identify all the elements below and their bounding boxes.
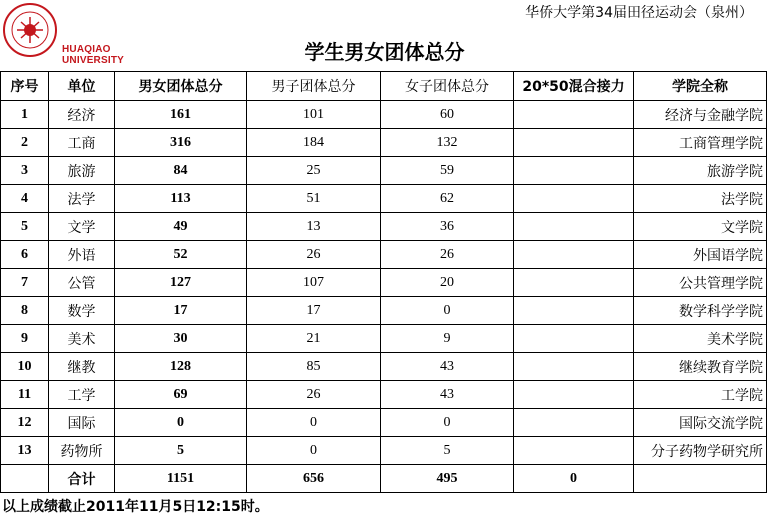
- row-unit: 经济: [49, 101, 115, 129]
- row-relay: [514, 409, 634, 437]
- row-full-name: 文学院: [634, 213, 767, 241]
- table-row: [1, 213, 767, 241]
- row-men: 26: [247, 241, 381, 269]
- row-total: 5: [115, 437, 247, 465]
- row-full-name: 旅游学院: [634, 157, 767, 185]
- page-title: 学生男女团体总分: [304, 40, 465, 64]
- row-women: 43: [381, 353, 514, 381]
- row-no: 4: [1, 185, 49, 213]
- totals-label: 合计: [49, 465, 115, 493]
- row-men: 101: [247, 101, 381, 129]
- row-unit: 数学: [49, 297, 115, 325]
- logo-english-name: HUAQIAO UNIVERSITY: [62, 44, 125, 66]
- row-men: 26: [247, 381, 381, 409]
- row-total: 69: [115, 381, 247, 409]
- row-full-name: 法学院: [634, 185, 767, 213]
- row-relay: [514, 381, 634, 409]
- row-no: 12: [1, 409, 49, 437]
- col-header-women: 女子团体总分: [381, 72, 514, 101]
- row-men: 0: [247, 409, 381, 437]
- row-relay: [514, 437, 634, 465]
- row-women: 26: [381, 241, 514, 269]
- col-header-men: 男子团体总分: [247, 72, 381, 101]
- row-no: 10: [1, 353, 49, 381]
- row-total: 128: [115, 353, 247, 381]
- table-row: [1, 101, 767, 129]
- row-total: 0: [115, 409, 247, 437]
- row-men: 51: [247, 185, 381, 213]
- row-women: 43: [381, 381, 514, 409]
- row-total: 52: [115, 241, 247, 269]
- table-header-row: [1, 72, 767, 101]
- row-unit: 旅游: [49, 157, 115, 185]
- row-full-name: 继续教育学院: [634, 353, 767, 381]
- row-no: 5: [1, 213, 49, 241]
- table-row: [1, 269, 767, 297]
- row-relay: [514, 269, 634, 297]
- row-unit: 法学: [49, 185, 115, 213]
- row-total: 316: [115, 129, 247, 157]
- col-header-unit: 单位: [49, 72, 115, 101]
- row-relay: [514, 353, 634, 381]
- row-total: 84: [115, 157, 247, 185]
- row-relay: [514, 213, 634, 241]
- col-header-total: 男女团体总分: [115, 72, 247, 101]
- totals-men: 656: [247, 465, 381, 493]
- col-header-full-name: 学院全称: [634, 72, 767, 101]
- table-row: [1, 353, 767, 381]
- table-row: [1, 409, 767, 437]
- score-table: [0, 71, 767, 493]
- row-relay: [514, 185, 634, 213]
- table-row: [1, 297, 767, 325]
- row-full-name: 工商管理学院: [634, 129, 767, 157]
- row-relay: [514, 157, 634, 185]
- row-total: 127: [115, 269, 247, 297]
- row-women: 36: [381, 213, 514, 241]
- footnote: 以上成绩截止2011年11月5日12:15时。: [2, 499, 269, 515]
- row-relay: [514, 325, 634, 353]
- row-women: 59: [381, 157, 514, 185]
- totals-full: [634, 465, 767, 493]
- row-men: 13: [247, 213, 381, 241]
- row-full-name: 工学院: [634, 381, 767, 409]
- totals-relay: 0: [514, 465, 634, 493]
- table-row: [1, 185, 767, 213]
- row-unit: 药物所: [49, 437, 115, 465]
- row-no: 7: [1, 269, 49, 297]
- row-no: 8: [1, 297, 49, 325]
- row-no: 1: [1, 101, 49, 129]
- row-total: 30: [115, 325, 247, 353]
- row-relay: [514, 297, 634, 325]
- table-row: [1, 157, 767, 185]
- row-no: 9: [1, 325, 49, 353]
- row-full-name: 数学科学学院: [634, 297, 767, 325]
- row-relay: [514, 129, 634, 157]
- row-full-name: 外国语学院: [634, 241, 767, 269]
- table-row: [1, 129, 767, 157]
- totals-row: [1, 465, 767, 493]
- event-header: 华侨大学第34届田径运动会（泉州）: [525, 5, 753, 21]
- row-no: 6: [1, 241, 49, 269]
- row-men: 25: [247, 157, 381, 185]
- row-no: 11: [1, 381, 49, 409]
- row-women: 0: [381, 297, 514, 325]
- row-women: 62: [381, 185, 514, 213]
- row-unit: 美术: [49, 325, 115, 353]
- row-no: 2: [1, 129, 49, 157]
- row-unit: 国际: [49, 409, 115, 437]
- row-no: 3: [1, 157, 49, 185]
- col-header-no: 序号: [1, 72, 49, 101]
- row-men: 85: [247, 353, 381, 381]
- row-no: 13: [1, 437, 49, 465]
- row-unit: 文学: [49, 213, 115, 241]
- row-women: 5: [381, 437, 514, 465]
- col-header-relay: 20*50混合接力: [514, 72, 634, 101]
- row-women: 0: [381, 409, 514, 437]
- row-unit: 外语: [49, 241, 115, 269]
- table-row: [1, 241, 767, 269]
- row-men: 107: [247, 269, 381, 297]
- row-men: 0: [247, 437, 381, 465]
- totals-women: 495: [381, 465, 514, 493]
- row-total: 49: [115, 213, 247, 241]
- row-women: 60: [381, 101, 514, 129]
- row-unit: 工学: [49, 381, 115, 409]
- row-men: 184: [247, 129, 381, 157]
- row-relay: [514, 101, 634, 129]
- table-row: [1, 437, 767, 465]
- row-men: 21: [247, 325, 381, 353]
- row-unit: 继教: [49, 353, 115, 381]
- table-row: [1, 381, 767, 409]
- row-unit: 工商: [49, 129, 115, 157]
- table-row: [1, 325, 767, 353]
- row-full-name: 公共管理学院: [634, 269, 767, 297]
- row-total: 161: [115, 101, 247, 129]
- row-women: 132: [381, 129, 514, 157]
- totals-total: 1151: [115, 465, 247, 493]
- row-total: 17: [115, 297, 247, 325]
- row-men: 17: [247, 297, 381, 325]
- row-total: 113: [115, 185, 247, 213]
- row-women: 9: [381, 325, 514, 353]
- row-full-name: 国际交流学院: [634, 409, 767, 437]
- totals-no: [1, 465, 49, 493]
- row-relay: [514, 241, 634, 269]
- row-unit: 公管: [49, 269, 115, 297]
- row-full-name: 美术学院: [634, 325, 767, 353]
- row-full-name: 经济与金融学院: [634, 101, 767, 129]
- row-full-name: 分子药物学研究所: [634, 437, 767, 465]
- row-women: 20: [381, 269, 514, 297]
